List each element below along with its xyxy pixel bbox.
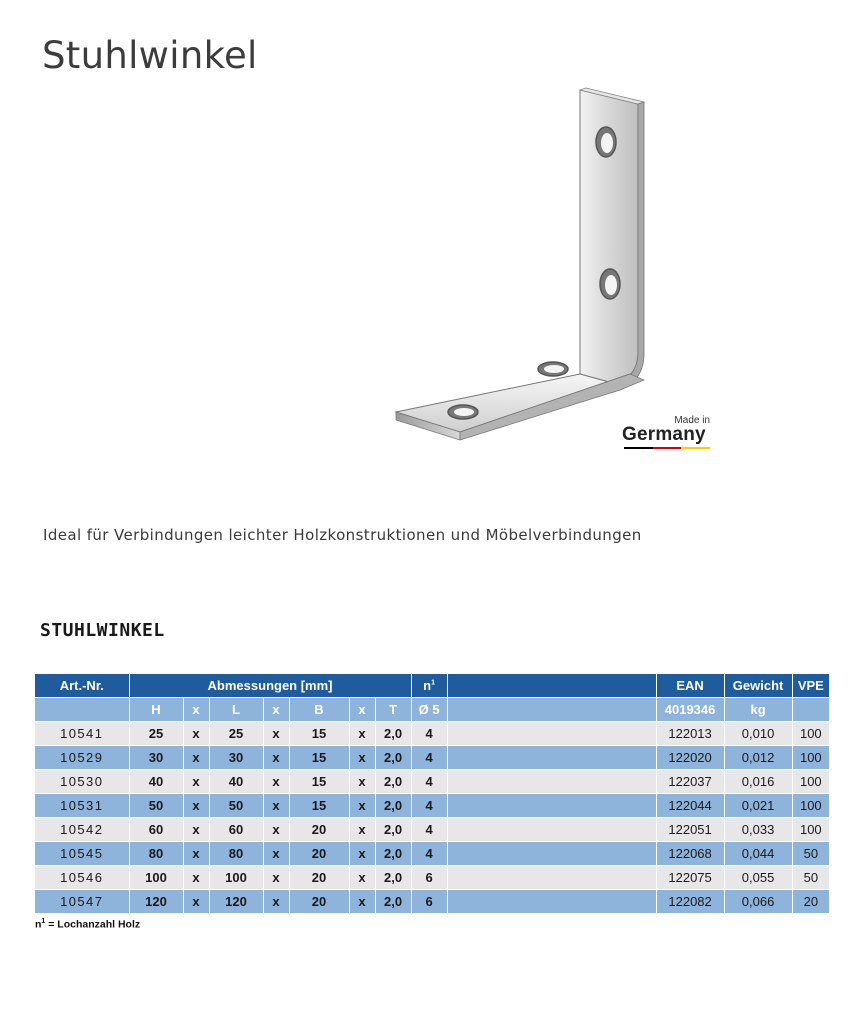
- cell-x3: x: [349, 794, 375, 818]
- footnote-sup: 1: [41, 918, 46, 925]
- cell-vpe: 50: [792, 842, 829, 866]
- cell-x2: x: [263, 722, 289, 746]
- table-row: [35, 890, 829, 914]
- product-image: [390, 84, 660, 454]
- cell-l: 40: [209, 770, 263, 794]
- cell-x1: x: [183, 818, 209, 842]
- cell-weight: 0,012: [724, 746, 792, 770]
- cell-x3: x: [349, 842, 375, 866]
- cell-b: 15: [289, 794, 349, 818]
- cell-hole-count: 4: [411, 746, 447, 770]
- cell-b: 20: [289, 866, 349, 890]
- cell-hole-count: 4: [411, 794, 447, 818]
- cell-x2: x: [263, 746, 289, 770]
- cell-b: 20: [289, 842, 349, 866]
- cell-vpe: 50: [792, 866, 829, 890]
- cell-ean: 122068: [656, 842, 724, 866]
- cell-x1: x: [183, 842, 209, 866]
- table-row: [35, 722, 829, 746]
- cell-x1: x: [183, 722, 209, 746]
- cell-x1: x: [183, 794, 209, 818]
- cell-ean: 122020: [656, 746, 724, 770]
- subheader-h: H: [129, 698, 183, 722]
- table-row: [35, 794, 829, 818]
- cell-ean: 122051: [656, 818, 724, 842]
- cell-l: 60: [209, 818, 263, 842]
- product-description: Ideal für Verbindungen leichter Holzkonstruktionen und Möbelverbindungen: [43, 526, 642, 544]
- subheader-blank-art: [35, 698, 129, 722]
- cell-x2: x: [263, 842, 289, 866]
- page-title: Stuhlwinkel: [42, 34, 258, 77]
- cell-l: 25: [209, 722, 263, 746]
- cell-blank: [447, 770, 656, 794]
- cell-t: 2,0: [375, 722, 411, 746]
- subheader-l: L: [209, 698, 263, 722]
- cell-x3: x: [349, 770, 375, 794]
- germany-label: Germany: [622, 424, 706, 445]
- cell-x3: x: [349, 866, 375, 890]
- cell-l: 50: [209, 794, 263, 818]
- footnote-n: n: [35, 918, 42, 931]
- cell-weight: 0,055: [724, 866, 792, 890]
- cell-x1: x: [183, 770, 209, 794]
- header-blank: [447, 674, 656, 698]
- cell-vpe: 100: [792, 746, 829, 770]
- subheader-unit: kg: [724, 698, 792, 722]
- flag-black-stripe: [624, 447, 653, 449]
- cell-vpe: 100: [792, 722, 829, 746]
- cell-h: 80: [129, 842, 183, 866]
- header-art-nr: Art.-Nr.: [35, 674, 129, 698]
- cell-x2: x: [263, 770, 289, 794]
- cell-x3: x: [349, 890, 375, 914]
- cell-h: 40: [129, 770, 183, 794]
- cell-l: 120: [209, 890, 263, 914]
- footnote-text: = Lochanzahl Holz: [45, 918, 141, 931]
- cell-x1: x: [183, 890, 209, 914]
- cell-art-nr: 10529: [35, 746, 129, 770]
- cell-b: 15: [289, 722, 349, 746]
- cell-vpe: 100: [792, 818, 829, 842]
- cell-t: 2,0: [375, 770, 411, 794]
- cell-b: 15: [289, 746, 349, 770]
- cell-art-nr: 10542: [35, 818, 129, 842]
- cell-h: 25: [129, 722, 183, 746]
- cell-weight: 0,033: [724, 818, 792, 842]
- cell-x2: x: [263, 866, 289, 890]
- subheader-x2: x: [263, 698, 289, 722]
- cell-art-nr: 10546: [35, 866, 129, 890]
- cell-h: 60: [129, 818, 183, 842]
- table-row: [35, 770, 829, 794]
- cell-x3: x: [349, 818, 375, 842]
- spec-table: [35, 674, 829, 914]
- cell-hole-count: 6: [411, 866, 447, 890]
- german-flag-stripe: [624, 447, 710, 449]
- cell-b: 20: [289, 818, 349, 842]
- header-dimensions: Abmessungen [mm]: [129, 674, 411, 698]
- table-body: [35, 722, 829, 914]
- cell-x3: x: [349, 722, 375, 746]
- subheader-x3: x: [349, 698, 375, 722]
- cell-art-nr: 10545: [35, 842, 129, 866]
- cell-h: 30: [129, 746, 183, 770]
- cell-l: 100: [209, 866, 263, 890]
- made-in-germany-badge: [622, 415, 722, 449]
- subheader-hole: Ø 5: [411, 698, 447, 722]
- cell-t: 2,0: [375, 794, 411, 818]
- table-header-row: [35, 674, 829, 698]
- cell-t: 2,0: [375, 746, 411, 770]
- cell-vpe: 20: [792, 890, 829, 914]
- cell-l: 30: [209, 746, 263, 770]
- table-row: [35, 746, 829, 770]
- cell-weight: 0,016: [724, 770, 792, 794]
- footnote: [35, 918, 140, 931]
- cell-blank: [447, 746, 656, 770]
- cell-vpe: 100: [792, 794, 829, 818]
- cell-ean: 122075: [656, 866, 724, 890]
- cell-weight: 0,010: [724, 722, 792, 746]
- cell-ean: 122044: [656, 794, 724, 818]
- cell-x2: x: [263, 890, 289, 914]
- table-subheader-row: [35, 698, 829, 722]
- cell-ean: 122013: [656, 722, 724, 746]
- subheader-b: B: [289, 698, 349, 722]
- cell-hole-count: 4: [411, 818, 447, 842]
- flag-red-stripe: [653, 447, 682, 449]
- cell-t: 2,0: [375, 890, 411, 914]
- cell-art-nr: 10530: [35, 770, 129, 794]
- table-row: [35, 866, 829, 890]
- made-in-label: Made in: [674, 415, 710, 426]
- cell-t: 2,0: [375, 818, 411, 842]
- cell-x2: x: [263, 818, 289, 842]
- subheader-x1: x: [183, 698, 209, 722]
- cell-h: 100: [129, 866, 183, 890]
- cell-hole-count: 4: [411, 842, 447, 866]
- cell-h: 50: [129, 794, 183, 818]
- cell-blank: [447, 866, 656, 890]
- cell-hole-count: 4: [411, 722, 447, 746]
- cell-ean: 122037: [656, 770, 724, 794]
- cell-blank: [447, 890, 656, 914]
- cell-x3: x: [349, 746, 375, 770]
- subheader-ean-prefix: 4019346: [656, 698, 724, 722]
- cell-art-nr: 10531: [35, 794, 129, 818]
- header-n: n: [423, 678, 432, 693]
- cell-t: 2,0: [375, 842, 411, 866]
- cell-t: 2,0: [375, 866, 411, 890]
- cell-x1: x: [183, 746, 209, 770]
- section-title: STUHLWINKEL: [40, 620, 165, 641]
- cell-blank: [447, 722, 656, 746]
- header-ean: EAN: [656, 674, 724, 698]
- cell-blank: [447, 818, 656, 842]
- cell-art-nr: 10541: [35, 722, 129, 746]
- header-vpe: VPE: [792, 674, 829, 698]
- subheader-t: T: [375, 698, 411, 722]
- cell-ean: 122082: [656, 890, 724, 914]
- cell-h: 120: [129, 890, 183, 914]
- cell-blank: [447, 842, 656, 866]
- cell-b: 15: [289, 770, 349, 794]
- cell-art-nr: 10547: [35, 890, 129, 914]
- subheader-blank-vpe: [792, 698, 829, 722]
- cell-x1: x: [183, 866, 209, 890]
- cell-weight: 0,021: [724, 794, 792, 818]
- header-n-sup: 1: [431, 679, 435, 687]
- cell-weight: 0,066: [724, 890, 792, 914]
- cell-blank: [447, 794, 656, 818]
- header-hole-count: [411, 674, 447, 698]
- cell-b: 20: [289, 890, 349, 914]
- cell-vpe: 100: [792, 770, 829, 794]
- cell-hole-count: 4: [411, 770, 447, 794]
- table-row: [35, 818, 829, 842]
- flag-gold-stripe: [681, 447, 710, 449]
- cell-weight: 0,044: [724, 842, 792, 866]
- table-row: [35, 842, 829, 866]
- subheader-blank: [447, 698, 656, 722]
- cell-x2: x: [263, 794, 289, 818]
- cell-l: 80: [209, 842, 263, 866]
- header-weight: Gewicht: [724, 674, 792, 698]
- cell-hole-count: 6: [411, 890, 447, 914]
